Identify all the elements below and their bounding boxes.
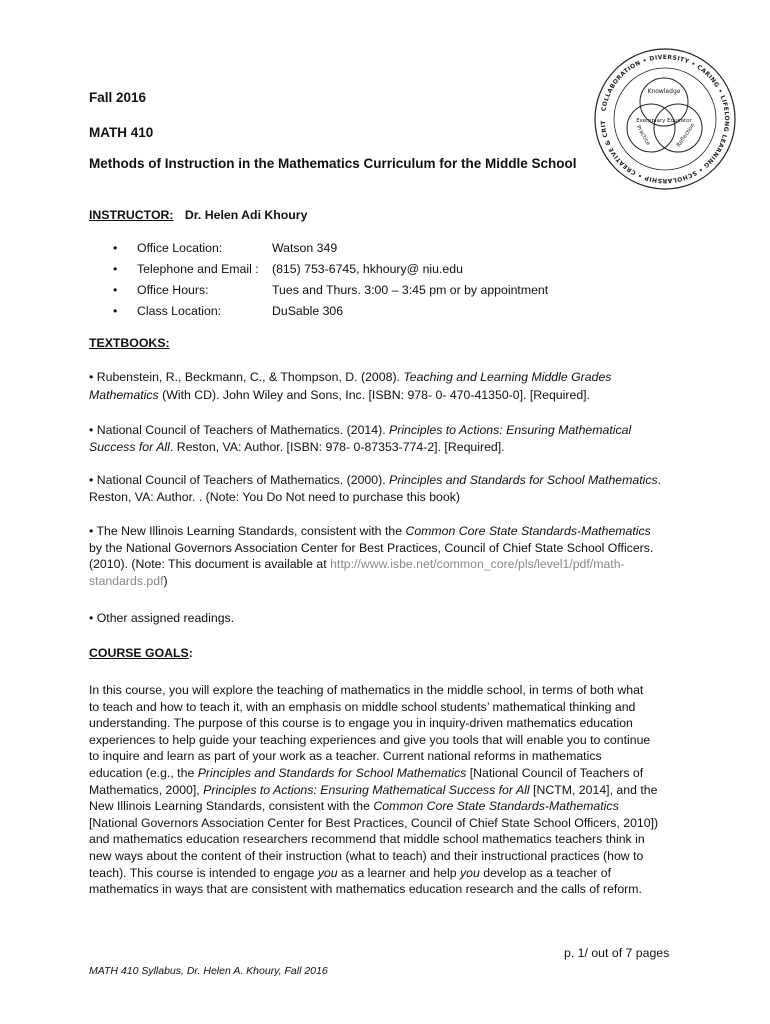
text-line: Mathematics, 2000], Principles to Actions: Ensuring Mathematical Success for All [NCTM, 2014], and the — [89, 782, 658, 797]
textbook-item-4 — [89, 523, 689, 589]
book-title: Common Core State Standards-Mathematics — [405, 524, 651, 538]
textbook-item-5: • Other assigned readings. — [89, 611, 235, 625]
text-line: teach). This course is intended to engage you as a learner and help you develop as a teacher of — [89, 865, 612, 880]
book-title: Mathematics — [89, 387, 159, 402]
text: • The New Illinois Learning Standards, consistent with the — [89, 524, 406, 538]
textbook-item-1 — [89, 369, 689, 403]
instructor-line — [89, 207, 307, 224]
text: (With CD). John Wiley and Sons, Inc. [ISBN: 978- 0- 470-41350-0]. [Required]. — [158, 387, 590, 402]
book-title: Principles and Standards for School Mathematics — [389, 473, 658, 487]
text: Reston, VA: Author. . (Note: You Do Not need to purchase this book) — [89, 489, 460, 504]
seal-knowledge: Knowledge — [647, 88, 681, 95]
text-line: [National Governors Association Center for Best Practices, Council of Chief State School Officers, 2010]) — [89, 815, 659, 830]
seal-reflection: Reflection — [675, 122, 697, 149]
textbook-item-2 — [89, 422, 689, 455]
heading-colon: : — [188, 646, 193, 660]
text: ) — [163, 573, 168, 588]
standards-link[interactable]: http://www.isbe.net/common_core/pls/level1/pdf/math- — [330, 557, 625, 572]
page-number: p. 1/ out of 7 pages — [564, 946, 670, 960]
course-code: MATH 410 — [89, 125, 154, 140]
textbooks-heading: TEXTBOOKS: — [89, 336, 170, 350]
text-line: understanding. The purpose of this course is to engage you in inquiry-driven mathematics education — [89, 716, 633, 731]
book-title: Success for All — [89, 439, 170, 454]
text-line: and mathematics education researchers recommend that middle school mathematics teachers think in — [89, 832, 645, 847]
text-line: New Illinois Learning Standards, consistent with the Common Core State Standards-Mathematics — [89, 799, 619, 814]
text: • National Council of Teachers of Mathematics. (2000). — [89, 473, 390, 487]
text: • National Council of Teachers of Mathematics. (2014). — [89, 423, 390, 437]
text: (2010). (Note: This document is available at — [89, 557, 331, 572]
seal-exemplary-educator: Exemplary Educator — [636, 118, 692, 124]
course-goals-paragraph — [89, 682, 699, 898]
detail-value: DuSable 306 — [272, 304, 344, 318]
book-title: Teaching and Learning Middle Grades — [403, 370, 612, 384]
seal-ring-text: COLLABORATION • DIVERSITY • CARING • LIFELONG LEARNING • SCHOLARSHIP • CREATIVE & CRIT — [599, 53, 731, 185]
detail-value: Tues and Thurs. 3:00 – 3:45 pm or by appointment — [272, 283, 549, 297]
seal-practice: Practice — [634, 124, 651, 147]
text: by the National Governors Association Center for Best Practices, Council of Chief State School Officers. — [89, 540, 654, 555]
text-line: new ways about the content of their instruction (what to teach) and their instructional practices (how to — [89, 848, 644, 863]
detail-value: Watson 349 — [272, 241, 338, 255]
text: . — [657, 473, 662, 487]
text: . Reston, VA: Author. [ISBN: 978- 0-87353-774-2]. [Required]. — [169, 439, 505, 454]
instructor-label: INSTRUCTOR: — [89, 208, 174, 222]
course-title: Methods of Instruction in the Mathematics Curriculum for the Middle School — [89, 156, 577, 171]
instructor-details-list: • Office Location: Watson 349 • Telephone and Email : (815) 753-6745, hkhoury@ niu.edu • Office Hours: Tues and Thurs. 3:00 – 3:45 pm or by appointment • Class Location: DuSable 306 — [113, 241, 549, 318]
heading-text: COURSE GOALS — [89, 646, 189, 660]
text-line: education (e.g., the Principles and Standards for School Mathematics [National Council of Teachers of — [89, 765, 644, 780]
text-line: to teach and how to teach it, with an emphasis on middle school students’ mathematical thinking and — [89, 699, 636, 714]
book-title: Principles to Actions: Ensuring Mathematical — [389, 423, 632, 437]
detail-value: (815) 753-6745, hkhoury@ niu.edu — [272, 262, 463, 276]
footer-citation: MATH 410 Syllabus, Dr. Helen A. Khoury, Fall 2016 — [89, 965, 328, 977]
text: • Rubenstein, R., Beckmann, C., & Thompson, D. (2008). — [89, 370, 404, 384]
term-heading: Fall 2016 — [89, 90, 147, 105]
text-line: to inquire and learn as part of your work as a teacher. Current national reforms in mathematics — [89, 749, 602, 764]
detail-label: Office Hours: — [137, 283, 209, 297]
detail-label: Class Location: — [137, 304, 222, 318]
detail-label: Telephone and Email : — [137, 262, 259, 276]
text-line: In this course, you will explore the teaching of mathematics in the middle school, in terms of both what — [89, 683, 644, 697]
instructor-name: Dr. Helen Adi Khoury — [184, 208, 308, 222]
college-seal-logo — [590, 44, 740, 194]
detail-label: Office Location: — [137, 241, 223, 255]
text-line: experiences to help guide your teaching experiences and give you tools that will enable you to continue — [89, 732, 651, 747]
textbook-item-3 — [89, 472, 689, 505]
course-goals-heading — [89, 645, 193, 662]
standards-link-continued[interactable]: standards.pdf — [89, 573, 164, 588]
text-line: mathematics in ways that are consistent with mathematics education research and the calls of reform. — [89, 882, 642, 897]
